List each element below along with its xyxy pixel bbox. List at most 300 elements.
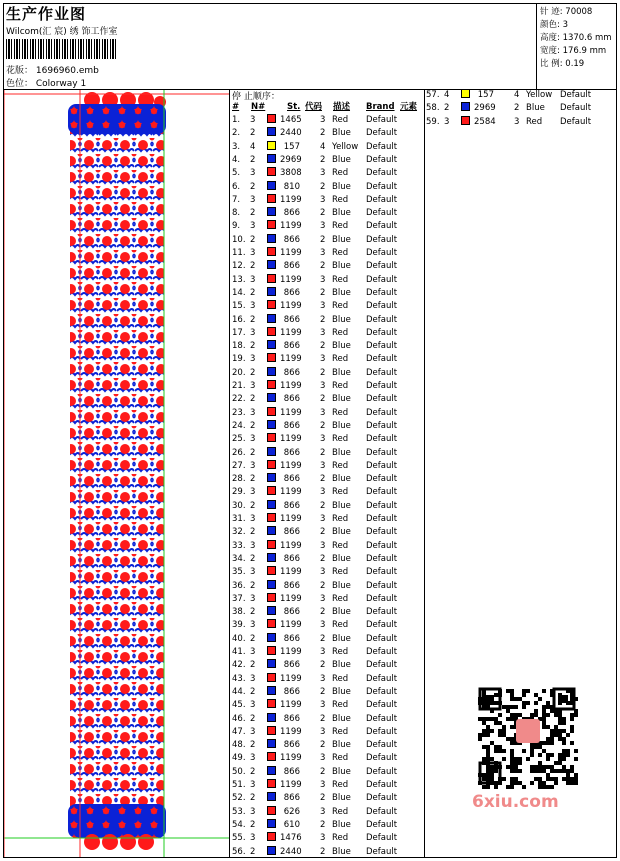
stitch-count: 866 [283, 553, 300, 564]
color-code: 2 [320, 686, 326, 697]
row-number: 55. [232, 833, 246, 844]
table-header [232, 101, 424, 114]
color-code: 3 [320, 726, 326, 737]
color-code: 3 [320, 274, 326, 285]
brand: Default [366, 394, 398, 405]
brand: Default [366, 647, 398, 657]
row-number: 47. [232, 726, 246, 737]
color-description: Blue [332, 580, 351, 591]
row-number: 29. [232, 487, 246, 498]
table-row [232, 141, 422, 154]
stitch-count: 866 [283, 527, 300, 538]
table-row [232, 832, 422, 845]
color-code: 2 [514, 103, 520, 114]
row-number: 30. [232, 500, 246, 511]
table-row [232, 673, 422, 686]
color-swatch [267, 673, 276, 682]
brand: Default [366, 846, 398, 857]
stop-sequence-label: 停 止顺序： [232, 92, 280, 102]
stitch-count: 2969 [474, 103, 496, 114]
col-header: 元素 [400, 102, 418, 112]
brand: Default [366, 713, 398, 724]
stitch-count: 1199 [280, 194, 302, 205]
row-number: 56. [232, 846, 246, 857]
brand: Default [366, 234, 398, 245]
needle-number: 2 [250, 500, 256, 511]
brand: Default [366, 607, 398, 618]
color-code: 3 [320, 354, 326, 365]
stitch-count: 866 [283, 341, 300, 352]
stitch-count: 866 [283, 713, 300, 724]
color-swatch [267, 540, 276, 549]
needle-number: 2 [250, 660, 256, 671]
needle-number: 3 [250, 194, 256, 205]
brand: Default [366, 620, 398, 631]
row-number: 18. [232, 341, 246, 352]
needle-number: 2 [250, 367, 256, 378]
stitch-count: 866 [283, 633, 300, 644]
color-description: Yellow [332, 141, 359, 152]
color-swatch [267, 646, 276, 655]
color-code: 2 [320, 341, 326, 352]
stitch-count: 1199 [280, 248, 302, 258]
row-number: 44. [232, 686, 246, 697]
stitch-count: 866 [283, 314, 300, 325]
brand: Default [366, 434, 398, 445]
color-code: 3 [320, 833, 326, 844]
needle-number: 3 [250, 540, 256, 551]
color-code: 2 [320, 766, 326, 777]
stitch-count: 610 [283, 819, 300, 830]
color-swatch [461, 116, 470, 125]
color-description: Red [332, 700, 349, 711]
brand: Default [366, 753, 398, 764]
brand: Default [366, 660, 398, 671]
color-swatch [267, 247, 276, 256]
brand: Default [366, 833, 398, 844]
stitch-count: 157 [477, 90, 494, 100]
stitch-count: 866 [283, 420, 300, 431]
stitch-count: 866 [283, 580, 300, 591]
color-description: Blue [332, 261, 351, 272]
color-code: 3 [320, 115, 326, 125]
row-number: 54. [232, 819, 246, 830]
brand: Default [366, 327, 398, 338]
table-row [232, 779, 422, 792]
row-number: 43. [232, 673, 246, 684]
color-description: Blue [332, 819, 351, 830]
table-row [232, 486, 422, 499]
color-description: Red [332, 381, 349, 391]
color-swatch [267, 154, 276, 163]
color-swatch [267, 433, 276, 442]
row-number: 51. [232, 780, 246, 790]
color-description: Red [332, 487, 349, 498]
color-description: Red [526, 116, 543, 127]
needle-number: 3 [250, 514, 256, 524]
bottom-band [68, 804, 166, 850]
row-number: 59. [426, 116, 440, 127]
table-row [232, 513, 422, 526]
brand: Default [366, 686, 398, 697]
stitch-count: 1199 [280, 647, 302, 657]
stitch-count: 1199 [280, 301, 302, 312]
color-description: Red [332, 647, 349, 657]
brand: Default [366, 208, 398, 219]
color-swatch [267, 300, 276, 309]
color-description: Blue [332, 420, 351, 431]
color-description: Red [332, 115, 349, 125]
stitch-count: 1199 [280, 407, 302, 418]
color-swatch [267, 580, 276, 589]
needle-number: 2 [250, 208, 256, 219]
color-description: Blue [332, 607, 351, 618]
needle-number: 3 [250, 620, 256, 631]
row-number: 32. [232, 527, 246, 538]
color-swatch [267, 420, 276, 429]
color-description: Blue [332, 314, 351, 325]
stitch-count: 866 [283, 686, 300, 697]
color-description: Blue [332, 793, 351, 804]
color-swatch [267, 260, 276, 269]
embroidery-preview [4, 90, 229, 857]
stitch-count: 1199 [280, 673, 302, 684]
color-description: Red [332, 726, 349, 737]
table-row [232, 393, 422, 406]
row-number: 31. [232, 514, 246, 524]
color-code: 3 [320, 514, 326, 524]
brand: Default [366, 181, 398, 192]
info-height: 高度: 1370.6 mm [540, 33, 612, 43]
brand: Default [366, 221, 398, 232]
color-swatch [267, 274, 276, 283]
needle-number: 2 [250, 341, 256, 352]
stitch-count: 1199 [280, 700, 302, 711]
color-swatch [267, 513, 276, 522]
color-code: 2 [320, 819, 326, 830]
color-code: 2 [320, 314, 326, 325]
color-swatch [267, 806, 276, 815]
color-code: 2 [320, 420, 326, 431]
color-swatch [267, 792, 276, 801]
stitch-count: 1199 [280, 221, 302, 232]
color-description: Blue [332, 660, 351, 671]
brand: Default [366, 819, 398, 830]
color-code: 3 [320, 753, 326, 764]
brand: Default [366, 141, 398, 152]
table-row [232, 194, 422, 207]
color-code: 2 [320, 633, 326, 644]
col-header: 描述 [333, 102, 351, 112]
brand: Default [366, 128, 398, 139]
color-swatch [267, 752, 276, 761]
color-swatch [267, 460, 276, 469]
row-number: 17. [232, 327, 246, 338]
color-description: Red [332, 221, 349, 232]
color-description: Blue [332, 553, 351, 564]
brand: Default [366, 381, 398, 391]
color-swatch [267, 566, 276, 575]
table-row [232, 646, 422, 659]
row-number: 7. [232, 194, 241, 205]
table-row [232, 247, 422, 260]
table-row [232, 619, 422, 632]
color-swatch [267, 739, 276, 748]
brand: Default [366, 500, 398, 511]
color-description: Blue [332, 633, 351, 644]
stitch-count: 1199 [280, 753, 302, 764]
color-description: Red [332, 540, 349, 551]
color-swatch [267, 699, 276, 708]
row-number: 12. [232, 261, 246, 272]
needle-number: 3 [250, 460, 256, 471]
info-scale: 比 例: 0.19 [540, 59, 585, 69]
row-number: 35. [232, 567, 246, 578]
table-row [232, 181, 422, 194]
color-swatch [267, 766, 276, 775]
table-row [232, 407, 422, 420]
needle-number: 2 [250, 819, 256, 830]
needle-number: 3 [250, 248, 256, 258]
color-description: Red [332, 753, 349, 764]
color-swatch [267, 447, 276, 456]
row-number: 19. [232, 354, 246, 365]
color-swatch [267, 659, 276, 668]
color-description: Blue [332, 500, 351, 511]
brand: Default [366, 726, 398, 737]
needle-number: 2 [250, 846, 256, 857]
brand: Default [366, 673, 398, 684]
stitch-count: 1199 [280, 514, 302, 524]
stitch-count: 866 [283, 447, 300, 458]
table-row [232, 460, 422, 473]
table-row [232, 367, 422, 380]
color-swatch [267, 846, 276, 855]
qr-code-icon [470, 683, 585, 793]
color-description: Red [332, 806, 349, 817]
table-row [232, 433, 422, 446]
table-row [426, 102, 616, 115]
color-description: Blue [332, 527, 351, 538]
table-row [232, 686, 422, 699]
needle-number: 2 [250, 633, 256, 644]
top-band [68, 92, 166, 134]
color-code: 3 [320, 620, 326, 631]
row-number: 26. [232, 447, 246, 458]
color-description: Blue [332, 447, 351, 458]
color-swatch [267, 619, 276, 628]
col-header: St. [287, 102, 301, 112]
brand: Default [366, 487, 398, 498]
stitch-count: 1199 [280, 354, 302, 365]
brand: Default [366, 740, 398, 751]
row-number: 53. [232, 806, 246, 817]
col-header: N# [251, 102, 266, 112]
color-swatch [267, 486, 276, 495]
stitch-count: 1199 [280, 780, 302, 790]
stitch-count: 1199 [280, 567, 302, 578]
color-swatch [267, 407, 276, 416]
color-swatch [267, 181, 276, 190]
color-code: 3 [320, 700, 326, 711]
needle-number: 3 [250, 593, 256, 604]
row-number: 50. [232, 766, 246, 777]
needle-number: 3 [250, 327, 256, 338]
needle-number: 2 [250, 181, 256, 192]
table-row [426, 116, 616, 129]
table-row [232, 806, 422, 819]
table-row [232, 739, 422, 752]
color-code: 3 [320, 327, 326, 338]
stitch-count: 866 [283, 660, 300, 671]
brand: Default [366, 194, 398, 205]
table-row [232, 726, 422, 739]
needle-number: 2 [250, 713, 256, 724]
table-row [426, 89, 616, 102]
table-row [232, 819, 422, 832]
brand: Default [366, 540, 398, 551]
color-description: Blue [332, 766, 351, 777]
table-row [232, 846, 422, 859]
color-code: 2 [320, 261, 326, 272]
color-description: Blue [332, 341, 351, 352]
row-number: 20. [232, 367, 246, 378]
row-number: 28. [232, 474, 246, 485]
table-row [232, 447, 422, 460]
color-description: Red [332, 460, 349, 471]
color-description: Red [332, 434, 349, 445]
needle-number: 3 [250, 115, 256, 125]
row-number: 1. [232, 115, 241, 125]
design-file: 花版： 1696960.emb [6, 66, 99, 76]
color-code: 2 [320, 367, 326, 378]
needle-number: 2 [250, 793, 256, 804]
stitch-count: 1199 [280, 327, 302, 338]
color-code: 2 [320, 607, 326, 618]
color-swatch [461, 102, 470, 111]
needle-number: 2 [250, 447, 256, 458]
color-description: Blue [332, 367, 351, 378]
needle-number: 3 [250, 301, 256, 312]
color-code: 2 [320, 128, 326, 139]
brand: Default [560, 116, 592, 127]
colorway: 色位： Colorway 1 [6, 79, 87, 89]
brand: Default [366, 314, 398, 325]
table-row [232, 114, 422, 127]
color-swatch [267, 380, 276, 389]
color-description: Blue [332, 181, 351, 192]
color-description: Red [332, 673, 349, 684]
needle-number: 2 [250, 740, 256, 751]
color-description: Red [332, 168, 349, 179]
table-row [232, 380, 422, 393]
color-code: 3 [320, 806, 326, 817]
stitch-count: 866 [283, 208, 300, 219]
color-code: 2 [320, 660, 326, 671]
row-number: 23. [232, 407, 246, 418]
table-row [232, 500, 422, 513]
color-swatch [267, 593, 276, 602]
row-number: 27. [232, 460, 246, 471]
brand: Default [560, 90, 592, 100]
needle-number: 3 [444, 116, 450, 127]
needle-number: 3 [250, 753, 256, 764]
brand: Default [366, 407, 398, 418]
color-code: 2 [320, 474, 326, 485]
color-description: Red [332, 301, 349, 312]
color-code: 2 [320, 580, 326, 591]
table-row [232, 340, 422, 353]
color-swatch [267, 526, 276, 535]
table-row [232, 606, 422, 619]
brand: Default [366, 261, 398, 272]
color-swatch [267, 207, 276, 216]
table-row [232, 353, 422, 366]
color-code: 3 [320, 434, 326, 445]
needle-number: 4 [250, 141, 256, 152]
color-code: 2 [320, 287, 326, 298]
table-row [232, 593, 422, 606]
stitch-count: 1199 [280, 593, 302, 604]
needle-number: 2 [444, 103, 450, 114]
table-row [232, 766, 422, 779]
row-number: 10. [232, 234, 246, 245]
brand: Default [366, 248, 398, 258]
row-number: 16. [232, 314, 246, 325]
stitch-count: 3808 [280, 168, 302, 179]
color-code: 3 [320, 780, 326, 790]
stitch-count: 157 [283, 141, 300, 152]
color-description: Blue [526, 103, 545, 114]
needle-number: 3 [250, 354, 256, 365]
color-description: Red [332, 593, 349, 604]
brand: Default [366, 354, 398, 365]
color-code: 3 [514, 116, 520, 127]
brand: Default [366, 633, 398, 644]
row-number: 13. [232, 274, 246, 285]
table-row [232, 154, 422, 167]
stitch-count: 2440 [280, 128, 302, 139]
row-number: 15. [232, 301, 246, 312]
stitch-count: 1199 [280, 434, 302, 445]
needle-number: 2 [250, 128, 256, 139]
barcode [6, 39, 116, 59]
table-row [232, 220, 422, 233]
color-description: Red [332, 567, 349, 578]
color-description: Blue [332, 713, 351, 724]
color-swatch [267, 114, 276, 123]
table-row [232, 526, 422, 539]
stitch-count: 2584 [474, 116, 496, 127]
row-number: 39. [232, 620, 246, 631]
color-code: 2 [320, 846, 326, 857]
color-description: Red [332, 407, 349, 418]
brand: Default [366, 527, 398, 538]
color-description: Blue [332, 208, 351, 219]
row-number: 4. [232, 154, 241, 165]
brand: Default [366, 341, 398, 352]
color-description: Red [332, 327, 349, 338]
color-swatch [267, 340, 276, 349]
color-swatch [461, 89, 470, 98]
color-code: 4 [514, 90, 520, 100]
color-description: Blue [332, 846, 351, 857]
row-number: 45. [232, 700, 246, 711]
color-description: Blue [332, 394, 351, 405]
stitch-count: 1199 [280, 487, 302, 498]
row-number: 41. [232, 647, 246, 657]
brand: Default [366, 567, 398, 578]
